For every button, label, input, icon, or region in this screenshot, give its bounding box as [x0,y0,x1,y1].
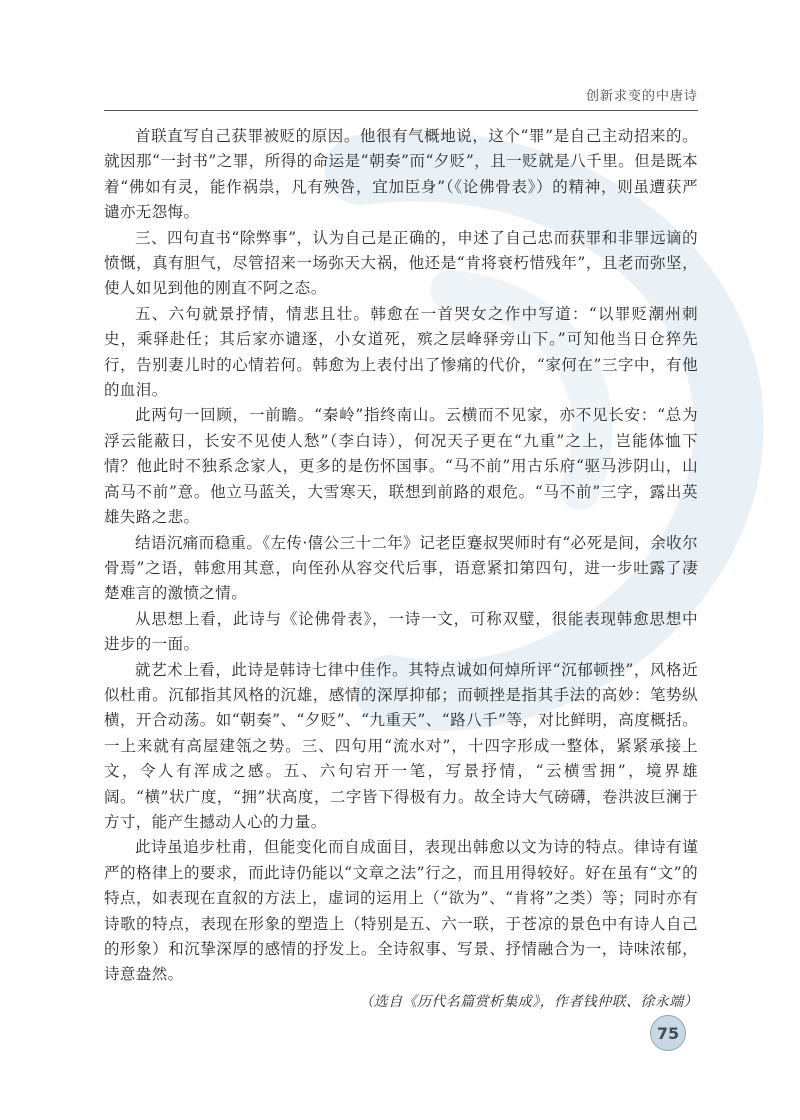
page-header [104,82,698,111]
article-body [104,124,698,1015]
paragraph: 从思想上看，此诗与《论佛骨表》，一诗一文，可称双璧，很能表现韩愈思想中进步的一面。 [104,609,698,654]
paragraph: 此两句一回顾，一前瞻。“秦岭”指终南山。云横而不见家，亦不见长安：“总为浮云能蔽日，长安不见使人愁”（李白诗），何况天子更在“九重”之上，岂能体恤下情？他此时不独系念家人，更多的是伤怀国事。“马不前”用古乐府“驱马涉阴山，山高马不前”意。他立马蓝关，大雪寒天，联想到前路的艰危。“马不前”三字，露出英雄失路之悲。 [104,406,698,527]
paragraph: 就艺术上看，此诗是韩诗七律中佳作。其特点诚如何焯所评“沉郁顿挫”，风格近似杜甫。沉郁指其风格的沉雄，感情的深厚抑郁；而顿挫是指其手法的高妙：笔势纵横，开合动荡。如“朝奏”、“夕贬”、“九重天”、“路八千”等，对比鲜明，高度概括。一上来就有高屋建瓴之势。三、四句用“流水对”，十四字形成一整体，紧紧承接上文，令人有浑成之感。五、六句宕开一笔，写景抒情，“云横雪拥”，境界雄阔。“横”状广度，“拥”状高度，二字皆下得极有力。故全诗大气磅礴，卷洪波巨澜于方寸，能产生撼动人心的力量。 [104,660,698,831]
paragraph: 首联直写自己获罪被贬的原因。他很有气概地说，这个“罪”是自己主动招来的。就因那“一封书”之罪，所得的命运是“朝奏”而“夕贬”，且一贬就是八千里。但是既本着“佛如有灵，能作祸祟，凡有殃咎，宜加臣身”（《论佛骨表》）的精神，则虽遭获严谴亦无怨悔。 [104,127,698,222]
paragraph: 五、六句就景抒情，情悲且壮。韩愈在一首哭女之作中写道：“以罪贬潮州刺史，乘驿赴任；其后家亦谴逐，小女道死，殡之层峰驿旁山下。”可知他当日仓猝先行，告别妻儿时的心情若何。韩愈为上表付出了惨痛的代价，“家何在”三字中，有他的血泪。 [104,304,698,400]
running-title: 创新求变的中唐诗 [585,89,698,104]
paragraph: 三、四句直书“除弊事”，认为自己是正确的，申述了自己忠而获罪和非罪远谪的愤慨，真有胆气，尽管招来一场弥天大祸，他还是“肯将衰朽惜残年”，且老而弥坚，使人如见到他的刚直不阿之态。 [104,228,698,298]
page-number-badge: 75 [650,1015,686,1051]
paragraph: 此诗虽追步杜甫，但能变化而自成面目，表现出韩愈以文为诗的特点。律诗有谨严的格律上的要求，而此诗仍能以“文章之法”行之，而且用得较好。好在虽有“文”的特点，如表现在直叙的方法上，虚词的运用上（“欲为”、“肯将”之类）等；同时亦有诗歌的特点，表现在形象的塑造上（特别是五、六一联，于苍凉的景色中有诗人自己的形象）和沉挚深厚的感情的抒发上。全诗叙事、写景、抒情融合为一，诗味浓郁，诗意盎然。 [104,838,698,984]
source-note: （选自《历代名篇赏析集成》，作者钱仲联、徐永端） [359,993,698,1010]
paragraph: 结语沉痛而稳重。《左传·僖公三十二年》记老臣蹇叔哭师时有“必死是间，余收尔骨焉”之语，韩愈用其意，向侄孙从容交代后事，语意紧扣第四句，进一步吐露了凄楚难言的激愤之情。 [104,533,698,603]
